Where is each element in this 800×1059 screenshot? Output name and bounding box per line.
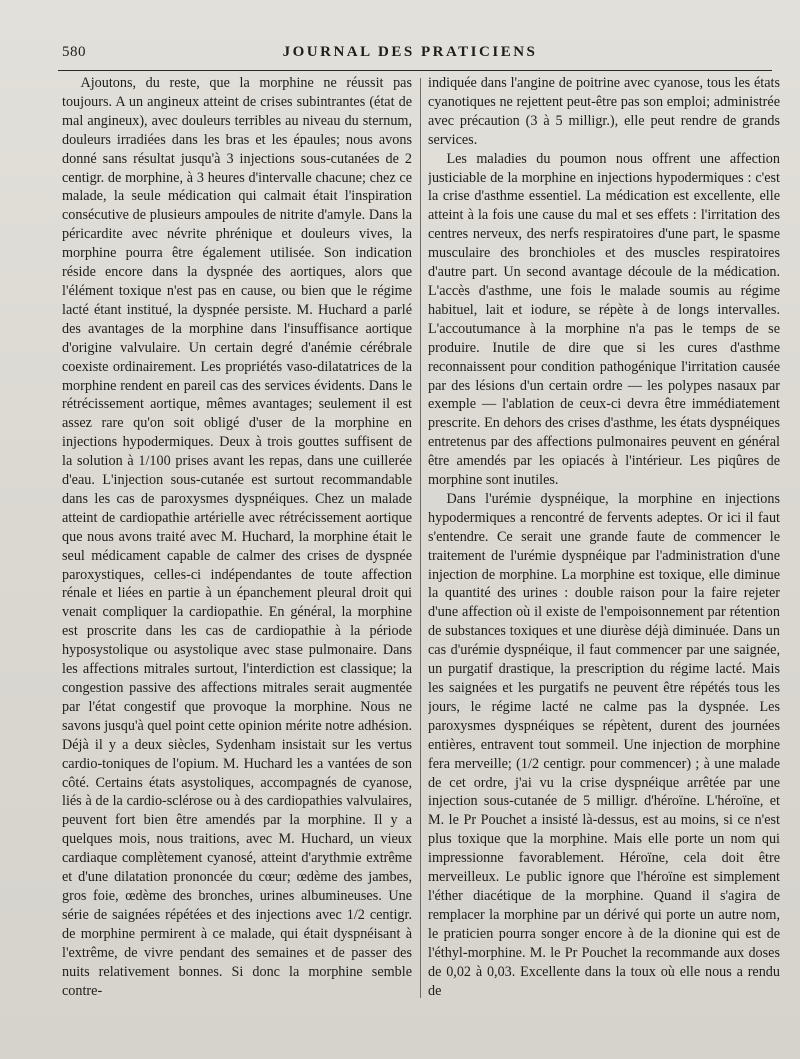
paragraph: Dans l'urémie dyspnéique, la morphine en injections hypodermiques a rencontré de fervents adeptes. Or ici il faut s'entendre. Ce serait une grande faute de commencer le traitement de l'urémie dyspnéique par l'administration d'une injection de morphine. La morphine est toxique, elle diminue la quantité des urines : double raison pour la faire rejeter d'une affection où il existe de l'empoisonnement par rétention de substances toxiques et une diurèse déjà diminuée. Dans un cas d'urémie dyspnéique, il faut commencer par une saignée, un purgatif drastique, la prescription du régime lacté. Mais les saignées et les purgatifs ne peuvent être répétés tous les jours, le régime lacté ne calme pas la dyspnée. Les paroxysmes dyspnéiques se répètent, durent des journées entières, entravent tout sommeil. Une injection de morphine fera merveille; (1/2 centigr. pour commencer) ; à une malade de cet ordre, j'ai vu la crise dyspnéique arrêtée par une injection sous-cutanée de 5 milligr. d'héroïne. L'héroïne, et M. le Pr Pouchet a insisté là-dessus, est au moins, si ce n'est plus toxique que la morphine. Mais elle porte un nom qui impressionne favorablement. Héroïne, cela doit être merveilleux. Le public ignore que l'héroïne est simplement l'éther diacétique de la morphine. Quand il s'agira de remplacer la morphine par un dérivé qui porte un autre nom, le praticien pourra songer encore à de la dionine qui est de l'éthyl-morphine. M. le Pr Pouchet la recommande aux doses de 0,02 à 0,03. Excellente dans la toux où elle nous a rendu de [428, 490, 780, 999]
right-column [428, 74, 780, 1009]
paragraph: indiquée dans l'angine de poitrine avec cyanose, tous les états cyanotiques ne rejettent peut-être pas son emploi; administrée avec précaution (3 à 5 milligr.), elle peut rendre de grands services. [428, 75, 780, 148]
page-number: 580 [62, 44, 86, 60]
paragraph: Ajoutons, du reste, que la morphine ne réussit pas toujours. A un angineux atteint de crises subintrantes (état de mal angineux), avec douleurs terribles au niveau du sternum, douleurs irradiées dans les bras et les épaules; nous avons donné sans résultat jusqu'à 3 injections sous-cutanées de 2 centigr. de morphine, à 3 heures d'intervalle chacune; chez ce malade, la seule médication qui calmait était l'inspiration consécutive de plusieurs ampoules de nitrite d'amyle. Dans la péricardite avec névrite phrénique et douleurs vives, la morphine pourra être également utilisée. Son indication réside encore dans la dyspnée des aortiques, alors que l'élément toxique n'est pas en cause, ou bien que le régime lacté étant institué, la dyspnée persiste. M. Huchard a parlé des avantages de la morphine dans l'insuffisance aortique d'origine valvulaire. Un certain degré d'anémie cérébrale coexiste ordinairement. Les propriétés vaso-dilatatrices de la morphine rendent en pareil cas des services évidents. Dans le rétrécissement aortique, mêmes avantages; seulement il est assez rare qu'on soit obligé d'user de la morphine en injections hypodermiques. Deux à trois gouttes suffisent de la solution à 1/100 prises avant les repas, dans une cuillerée d'eau. L'injection sous-cutanée est surtout recommandable dans les cas de paroxysmes dyspnéiques. Chez un malade atteint de cardiopathie artérielle avec rétrécissement aortique que nous avons traité avec M. Huchard, la morphine était le seul médicament capable de calmer des crises de dyspnée paroxystiques, celles-ci indépendantes de toute affection rénale et liées en partie à un épanchement pleural droit qui venait compliquer la cardiopathie. En général, la morphine est proscrite dans les cas de cardiopathie à la période hyposystolique ou asystolique avec stase pulmonaire. Dans les affections mitrales surtout, l'interdiction est classique; la congestion passive des affections mitrales serait augmentée par l'état congestif que provoque la morphine. Nous ne savons jusqu'à quel point cette opinion mérite notre adhésion. Déjà il y a deux siècles, Sydenham insistait sur les vertus cardio-toniques de l'opium. M. Huchard les a vantées de son côté. Certains états asystoliques, accompagnés de cyanose, liés à de la cardio-sclérose ou à des cardiopathies valvulaires, peuvent fort bien être amendés par la morphine. Il y a quelques mois, nous traitions, avec M. Huchard, un vieux cardiaque complètement cyanosé, atteint d'arythmie extrême et d'une dilatation prononcée du cœur; œdème des jambes, gros foie, œdème des bronches, urines albumineuses. Une série de saignées répétées et des injections avec 1/2 centigr. de morphine permirent à ce malade, qui était dyspnéisant à l'extrême, de vivre pendant des semaines et de passer des nuits relativement bonnes. Si donc la morphine semble contre- [62, 75, 412, 999]
column-divider [420, 78, 421, 998]
running-title: JOURNAL DES PRATICIENS [282, 44, 538, 60]
paragraph: Les maladies du poumon nous offrent une affection justiciable de la morphine en injections hypodermiques : c'est la crise d'asthme essentiel. La médication est excellente, elle atteint à la fois une cause du mal et ses effets : l'irritation des centres nerveux, des nerfs respiratoires d'une part, le spasme musculaire des bronchioles et des muscles respiratoires d'autre part. Un second avantage découle de la médication. L'accès d'asthme, une fois le malade soumis au régime habituel, lait et iodure, se répète à de longs intervalles. L'accoutumance à la morphine n'a pas le temps de se produire. Inutile de dire que si les cures d'asthme reconnaissent pour condition pathogénique l'irritation causée par des lésions d'un certain ordre — les polypes nasaux par exemple — l'ablation de ceux-ci devra être immédiatement prescrite. En dehors des crises d'asthme, les états dyspnéiques entretenus par des affections pulmonaires peuvent en général être amendés par les opiacés à l'intérieur. Les piqûres de morphine sont inutiles. [428, 150, 780, 489]
header-rule [58, 70, 772, 71]
left-column [62, 74, 412, 1009]
page-header [58, 44, 762, 66]
